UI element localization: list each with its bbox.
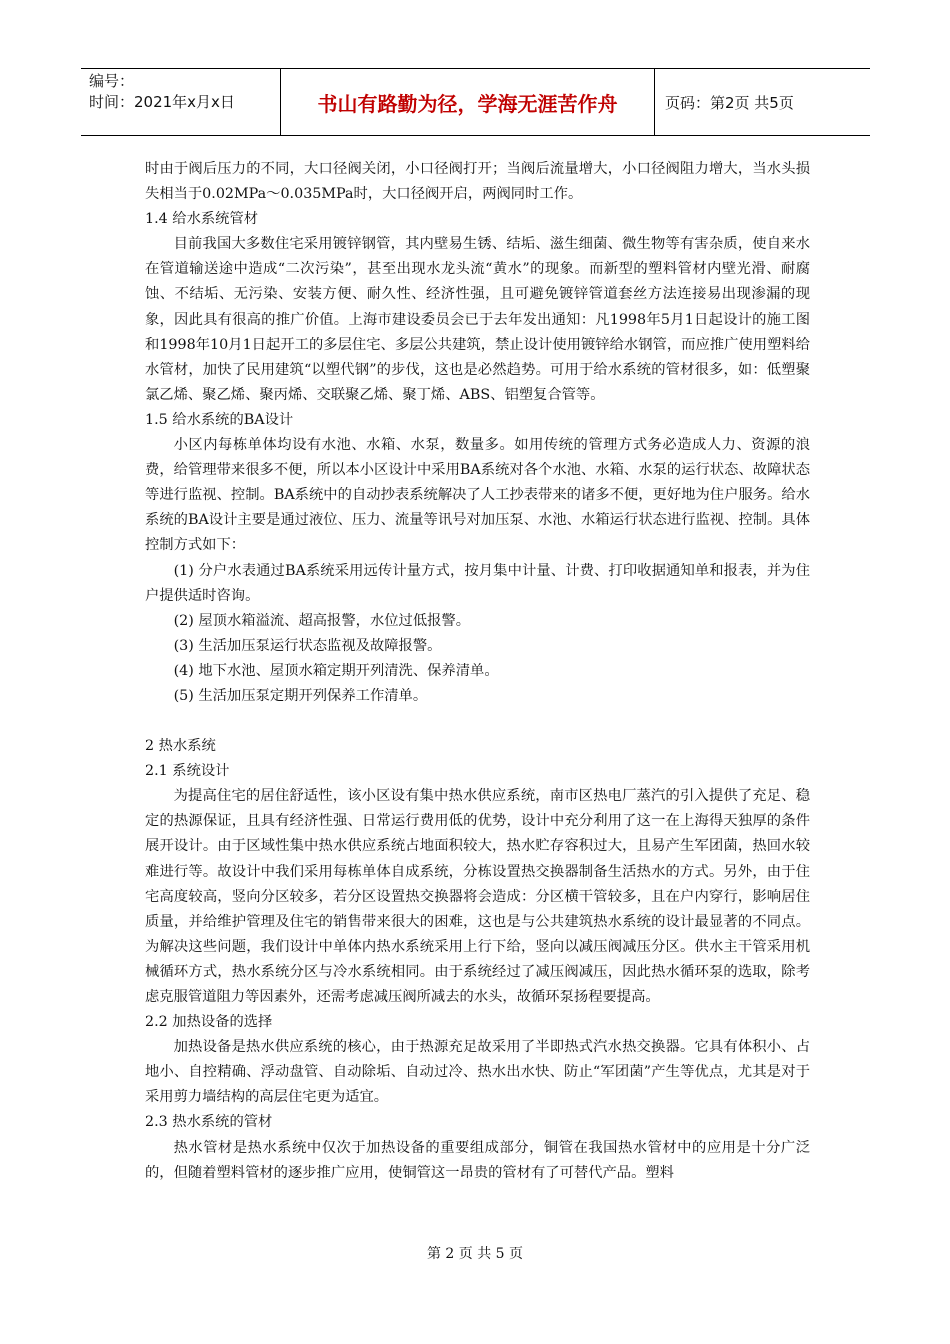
- section-heading: 2.1 系统设计: [145, 763, 230, 780]
- header-page-info: 页码：第2页 共5页: [665, 93, 794, 112]
- body-paragraph: 加热设备是热水供应系统的核心，由于热源充足故采用了半即热式汽水热交换器。它具有体积小、占地小、自控精确、浮动盘管、自动除垢、自动过冷、热水出水快、防止“军团菌”产生等优点，尤其是对于采用剪力墙结构的高层住宅更为适宜。: [145, 1039, 810, 1106]
- section-heading: 1.4 给水系统管材: [145, 211, 259, 228]
- section-heading: 2.3 热水系统的管材: [145, 1114, 273, 1131]
- section-heading: 2 热水系统: [145, 738, 216, 755]
- page-header: [81, 68, 870, 136]
- page-footer: 第 2 页 共 5 页: [426, 1246, 524, 1262]
- header-motto: 书山有路勤为径，学海无涯苦作舟: [281, 69, 655, 135]
- document-body: [145, 157, 810, 1186]
- body-paragraph: 小区内每栋单体均设有水池、水箱、水泵，数量多。如用传统的管理方式务必造成人力、资源的浪费，给管理带来很多不便，所以本小区设计中采用BA系统对各个水池、水箱、水泵的运行状态、故障状态等进行监视、控制。BA系统中的自动抄表系统解决了人工抄表带来的诸多不便，更好地为住户服务。给水系统的BA设计主要是通过液位、压力、流量等讯号对加压泵、水池、水箱运行状态进行监视、控制。具体控制方式如下：: [145, 437, 810, 554]
- section-heading: 1.5 给水系统的BA设计: [145, 411, 294, 428]
- body-paragraph: 目前我国大多数住宅采用镀锌钢管，其内壁易生锈、结垢、滋生细菌、微生物等有害杂质，使自来水在管道输送途中造成“二次污染”，甚至出现水龙头流“黄水”的现象。而新型的塑料管材内壁光滑、耐腐蚀、不结垢、无污染、安装方便、耐久性、经济性强，且可避免镀锌管道套丝方法连接易出现渗漏的现象，因此具有很高的推广价值。上海市建设委员会已于去年发出通知：凡1998年5月1日起设计的施工图和1998年10月1日起开工的多层住宅、多层公共建筑，禁止设计使用镀锌给水钢管，而应推广使用塑料给水管材，加快了民用建筑“以塑代钢”的步伐，这也是必然趋势。可用于给水系统的管材很多，如：低塑聚氯乙烯、聚乙烯、聚丙烯、交联聚乙烯、聚丁烯、ABS、铝塑复合管等。: [145, 236, 810, 403]
- header-meta: [81, 69, 281, 135]
- body-paragraph: (1) 分户水表通过BA系统采用远传计量方式，按月集中计量、计费、打印收据通知单和报表，并为住户提供适时咨询。: [145, 562, 810, 604]
- body-paragraph: (5) 生活加压泵定期开列保养工作清单。: [173, 687, 428, 704]
- body-paragraph: 时由于阀后压力的不同，大口径阀关闭，小口径阀打开；当阀后流量增大，小口径阀阻力增大，当水头损失相当于0.02MPa～0.035MPa时，大口径阀开启，两阀同时工作。: [145, 161, 810, 203]
- body-paragraph: (2) 屋顶水箱溢流、超高报警，水位过低报警。: [173, 612, 471, 629]
- section-heading: 2.2 加热设备的选择: [145, 1014, 273, 1031]
- body-paragraph: 为提高住宅的居住舒适性，该小区设有集中热水供应系统，南市区热电厂蒸汽的引入提供了充足、稳定的热源保证，且具有经济性强、日常运行费用低的优势，设计中充分利用了这一在上海得天独厚的条件展开设计。由于区域性集中热水供应系统占地面积较大，热水贮存容积过大，且易产生军团菌，热回水较难进行等。故设计中我们采用每栋单体自成系统，分栋设置热交换器制备生活热水的方式。另外，由于住宅高度较高，竖向分区较多，若分区设置热交换器将会造成：分区横干管较多，且在户内穿行，影响居住质量，并给维护管理及住宅的销售带来很大的困难，这也是与公共建筑热水系统的设计最显著的不同点。为解决这些问题，我们设计中单体内热水系统采用上行下给，竖向以减压阀减压分区。供水主干管采用机械循环方式，热水系统分区与冷水系统相同。由于系统经过了减压阀减压，因此热水循环泵的选取，除考虑克服管道阻力等因素外，还需考虑减压阀所减去的水头，故循环泵扬程要提高。: [145, 788, 810, 1005]
- document-date: 时间：2021年x月x日: [89, 93, 235, 111]
- body-paragraph: (4) 地下水池、屋顶水箱定期开列清洗、保养清单。: [173, 662, 499, 679]
- paragraph-spacer: [145, 709, 810, 734]
- document-number-label: 编号：: [89, 72, 135, 90]
- body-paragraph: (3) 生活加压泵运行状态监视及故障报警。: [173, 637, 442, 654]
- body-paragraph: 热水管材是热水系统中仅次于加热设备的重要组成部分，铜管在我国热水管材中的应用是十分广泛的，但随着塑料管材的逐步推广应用，使铜管这一昂贵的管材有了可替代产品。塑料: [145, 1139, 810, 1181]
